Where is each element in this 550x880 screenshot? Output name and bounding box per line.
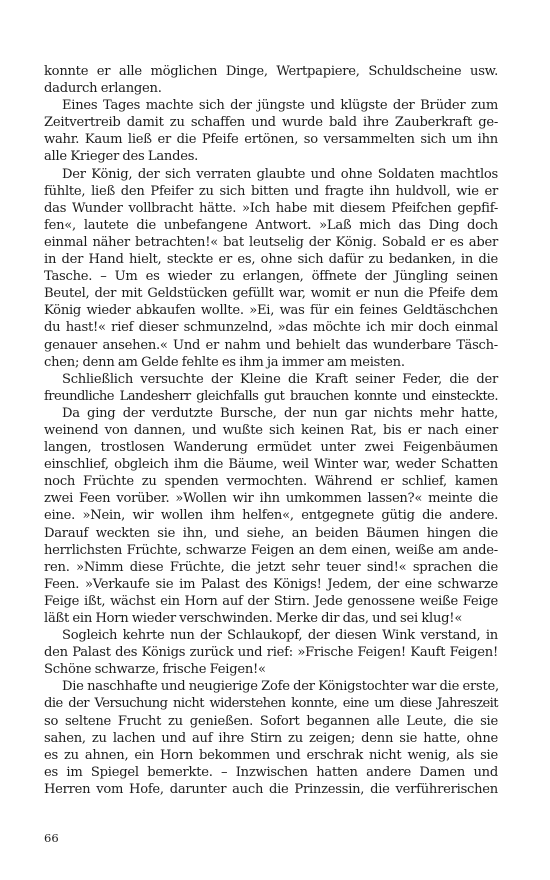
text-line: König wieder abkaufen wollte. »Ei, was für ein feines Geldtäschchen — [44, 303, 498, 319]
text-line: herrlichsten Früchte, schwarze Feigen an dem einen, weiße am ande- — [44, 542, 498, 558]
text-line: genauer ansehen.« Und er nahm und behielt das wunderbare Täsch- — [44, 337, 498, 353]
page-number: 66 — [44, 831, 59, 845]
text-line: Beutel, der mit Geldstücken gefüllt war, womit er nun die Pfeife dem — [44, 286, 498, 302]
text-line: sahen, zu lachen und auf ihre Stirn zu zeigen; denn sie hatte, ohne — [44, 730, 498, 746]
text-line: Feige ißt, wächst ein Horn auf der Stirn. Jede genossene weiße Feige — [44, 593, 498, 609]
text-line: langen, trostlosen Wanderung ermüdet unter zwei Feigenbäumen — [44, 440, 498, 456]
text-line: ren. »Nimm diese Früchte, die jetzt sehr teuer sind!« sprachen die — [44, 559, 498, 575]
text-line: dadurch erlangen. — [44, 81, 162, 97]
text-line: Der König, der sich verraten glaubte und ohne Soldaten machtlos — [62, 166, 498, 182]
text-line: Schließlich versuchte der Kleine die Kraft seiner Feder, die der — [62, 371, 498, 387]
text-line: in der Hand hielt, steckte er es, ohne sich dafür zu bedanken, in die — [44, 252, 498, 268]
text-line: es zu ahnen, ein Horn bekommen und erschrak nicht wenig, als sie — [44, 747, 498, 763]
text-line: Darauf weckten sie ihn, und siehe, an beiden Bäumen hingen die — [44, 525, 498, 541]
text-line: freundliche Landesherr gleichfalls gut brauchen konnte und einsteckte. — [44, 388, 498, 404]
text-line: Da ging der verdutzte Bursche, der nun gar nichts mehr hatte, — [62, 405, 498, 421]
text-line: so seltene Frucht zu genießen. Sofort begannen alle Leute, die sie — [44, 713, 498, 729]
text-line: konnte er alle möglichen Dinge, Wertpapiere, Schuldscheine usw. — [44, 64, 498, 79]
text-line: zwei Feen vorüber. »Wollen wir ihn umkommen lassen?« meinte die — [44, 491, 498, 507]
text-line: den Palast des Königs zurück und rief: »Frische Feigen! Kauft Feigen! — [44, 645, 498, 661]
text-line: Schöne schwarze, frische Feigen!« — [44, 662, 266, 678]
text-line: fühlte, ließ den Pfeifer zu sich bitten und fragte ihn huldvoll, wie er — [44, 183, 498, 199]
text-line: läßt ein Horn wieder verschwinden. Merke dir das, und sei klug!« — [44, 611, 463, 626]
body-text — [44, 63, 498, 798]
text-line: alle Krieger des Landes. — [44, 149, 199, 165]
text-line: es im Spiegel bemerkte. – Inzwischen hatten andere Damen und — [44, 764, 498, 780]
text-line: Zeitvertreib damit zu schaffen und wurde bald ihre Zauberkraft ge- — [44, 115, 498, 131]
text-line: Tasche. – Um es wieder zu erlangen, öffnete der Jüngling seinen — [44, 269, 498, 285]
text-line: wahr. Kaum ließ er die Pfeife ertönen, so versammelten sich um ihn — [44, 132, 498, 148]
text-line: Die naschhafte und neugierige Zofe der Königstochter war die erste, — [62, 679, 499, 695]
text-line: Feen. »Verkaufe sie im Palast des Königs! Jedem, der eine schwarze — [44, 576, 498, 592]
text-line: fen«, lautete die unbefangene Antwort. »Laß mich das Ding doch — [44, 217, 498, 233]
text-line: eine. »Nein, wir wollen ihm helfen«, entgegnete gütig die andere. — [44, 508, 498, 524]
text-line: die der Versuchung nicht widerstehen konnte, eine um diese Jahreszeit — [44, 696, 498, 712]
text-line: einmal näher betrachten!« bat leutselig der König. Sobald er es aber — [44, 234, 498, 250]
text-line: Sogleich kehrte nun der Schlaukopf, der diesen Wink verstand, in — [62, 628, 498, 644]
text-line: noch Früchte zu spenden vermochten. Während er schlief, kamen — [44, 474, 498, 490]
text-line: Herren vom Hofe, darunter auch die Prinzessin, die verführerischen — [44, 781, 498, 797]
text-line: das Wunder vollbracht hätte. »Ich habe mit diesem Pfeifchen gepfif- — [44, 200, 498, 216]
text-line: Eines Tages machte sich der jüngste und klügste der Brüder zum — [62, 98, 498, 114]
text-line: du hast!« rief dieser schmunzelnd, »das möchte ich mir doch einmal — [44, 320, 498, 336]
text-line: chen; denn am Gelde fehlte es ihm ja immer am meisten. — [44, 354, 405, 370]
text-line: weinend von dannen, und wußte sich keinen Rat, bis er nach einer — [44, 422, 498, 438]
text-line: einschlief, obgleich ihm die Bäume, weil Winter war, weder Schatten — [44, 457, 498, 473]
